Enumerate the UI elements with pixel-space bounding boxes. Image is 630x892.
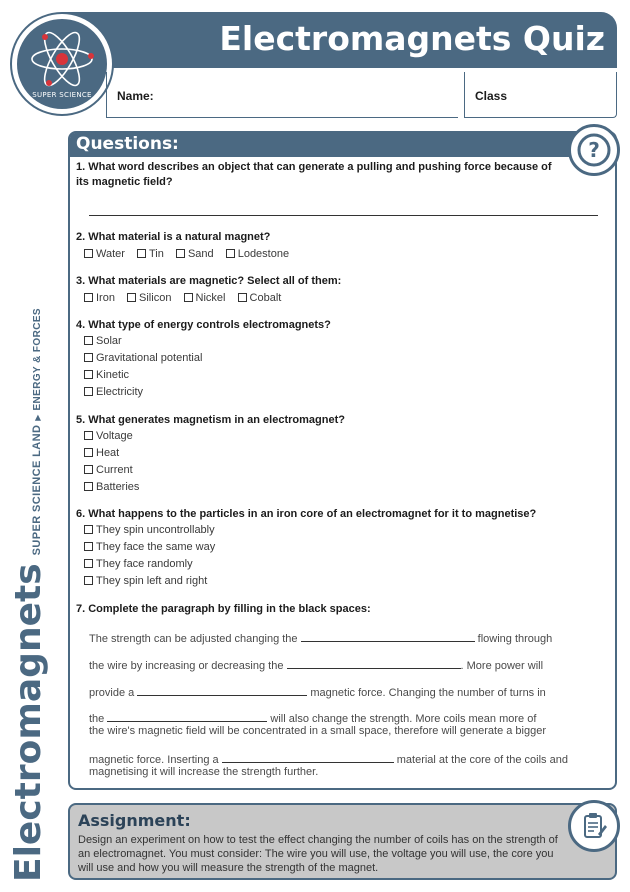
option-current[interactable]: Current bbox=[84, 464, 133, 476]
option-silicon[interactable]: Silicon bbox=[127, 292, 171, 304]
checkbox[interactable] bbox=[84, 465, 93, 474]
question-1: 1. What word describes an object that can generate a pulling and pushing force because of its magnetic field? bbox=[76, 161, 552, 188]
option-spin-left-right[interactable]: They spin left and right bbox=[84, 575, 207, 587]
checkbox[interactable] bbox=[84, 336, 93, 345]
option-heat[interactable]: Heat bbox=[84, 447, 119, 459]
logo-text: SUPER SCIENCE bbox=[32, 91, 92, 99]
option-spin-uncontrollably[interactable]: They spin uncontrollably bbox=[84, 524, 215, 536]
triangle-right-icon: ▶ bbox=[33, 414, 42, 421]
option-face-randomly[interactable]: They face randomly bbox=[84, 558, 193, 570]
questions-header bbox=[70, 133, 615, 157]
option-water[interactable]: Water bbox=[84, 248, 125, 260]
checkbox[interactable] bbox=[84, 576, 93, 585]
assignment-title: Assignment: bbox=[78, 811, 191, 830]
option-voltage[interactable]: Voltage bbox=[84, 430, 133, 442]
checkbox[interactable] bbox=[84, 431, 93, 440]
checkbox[interactable] bbox=[84, 370, 93, 379]
question-7: 7. Complete the paragraph by filling in the black spaces: bbox=[76, 603, 371, 615]
checkbox[interactable] bbox=[84, 525, 93, 534]
checkbox[interactable] bbox=[184, 293, 193, 302]
checkbox[interactable] bbox=[84, 387, 93, 396]
option-kinetic[interactable]: Kinetic bbox=[84, 369, 129, 381]
option-face-same-way[interactable]: They face the same way bbox=[84, 541, 215, 553]
checkbox[interactable] bbox=[127, 293, 136, 302]
paragraph-line-5: the wire's magnetic field will be concentrated in a small space, therefore will generate a bigger bbox=[89, 725, 547, 737]
checkbox[interactable] bbox=[84, 448, 93, 457]
question-2: 2. What material is a natural magnet? bbox=[76, 231, 271, 243]
paragraph-line-1: The strength can be adjusted changing the flowing through bbox=[89, 633, 553, 645]
side-label bbox=[8, 308, 49, 882]
side-series: SUPER SCIENCE LAND bbox=[31, 424, 43, 556]
checkbox[interactable] bbox=[176, 249, 185, 258]
name-field[interactable] bbox=[106, 72, 458, 118]
paragraph-line-6: magnetic force. Inserting a material at the core of the coils and bbox=[89, 754, 568, 766]
answer-line-1[interactable] bbox=[89, 215, 598, 216]
question-6: 6. What happens to the particles in an iron core of an electromagnet for it to magnetise? bbox=[76, 508, 537, 520]
question-mark-icon bbox=[568, 124, 620, 176]
class-label: Class bbox=[475, 89, 508, 103]
checkbox[interactable] bbox=[84, 353, 93, 362]
blank-4[interactable] bbox=[107, 711, 267, 722]
checkbox[interactable] bbox=[84, 249, 93, 258]
clipboard-icon bbox=[568, 800, 620, 852]
option-sand[interactable]: Sand bbox=[176, 248, 214, 260]
page-title: Electromagnets Quiz bbox=[219, 19, 605, 58]
paragraph-line-3: provide a magnetic force. Changing the number of turns in bbox=[89, 687, 546, 699]
option-gravitational-potential[interactable]: Gravitational potential bbox=[84, 352, 202, 364]
assignment-panel bbox=[68, 803, 617, 880]
option-solar[interactable]: Solar bbox=[84, 335, 122, 347]
blank-1[interactable] bbox=[301, 631, 475, 642]
assignment-text: Design an experiment on how to test the effect changing the number of coils has on the strength of an electromagnet. You must consider: The wire you will use, the voltage you will use, the core you will use and how you will measure the strength of the magnet. bbox=[78, 834, 558, 874]
name-label: Name: bbox=[117, 89, 154, 103]
title-bar bbox=[62, 12, 617, 68]
question-4: 4. What type of energy controls electromagnets? bbox=[76, 319, 331, 331]
question-5: 5. What generates magnetism in an electromagnet? bbox=[76, 414, 345, 426]
blank-3[interactable] bbox=[137, 685, 307, 696]
checkbox[interactable] bbox=[137, 249, 146, 258]
paragraph-line-2: the wire by increasing or decreasing the . More power will bbox=[89, 660, 544, 672]
questions-heading: Questions: bbox=[76, 134, 179, 154]
checkbox[interactable] bbox=[238, 293, 247, 302]
checkbox[interactable] bbox=[84, 542, 93, 551]
option-tin[interactable]: Tin bbox=[137, 248, 164, 260]
option-cobalt[interactable]: Cobalt bbox=[238, 292, 282, 304]
paragraph-line-7: magnetising it will increase the strength further. bbox=[89, 766, 319, 778]
blank-2[interactable] bbox=[287, 658, 461, 669]
options-q3 bbox=[84, 292, 290, 304]
paragraph-line-4: the will also change the strength. More coils mean more of bbox=[89, 713, 537, 725]
checkbox[interactable] bbox=[226, 249, 235, 258]
checkbox[interactable] bbox=[84, 559, 93, 568]
blank-5[interactable] bbox=[222, 752, 394, 763]
svg-text:?: ? bbox=[588, 138, 600, 162]
option-electricity[interactable]: Electricity bbox=[84, 386, 143, 398]
option-iron[interactable]: Iron bbox=[84, 292, 115, 304]
option-batteries[interactable]: Batteries bbox=[84, 481, 139, 493]
option-lodestone[interactable]: Lodestone bbox=[226, 248, 289, 260]
side-title: Electromagnets bbox=[8, 563, 49, 882]
checkbox[interactable] bbox=[84, 482, 93, 491]
super-science-logo bbox=[12, 14, 112, 114]
question-3: 3. What materials are magnetic? Select all of them: bbox=[76, 275, 342, 287]
side-topic: ENERGY & FORCES bbox=[32, 308, 43, 411]
options-q2 bbox=[84, 248, 298, 260]
option-nickel[interactable]: Nickel bbox=[184, 292, 226, 304]
checkbox[interactable] bbox=[84, 293, 93, 302]
class-field[interactable] bbox=[464, 72, 617, 118]
